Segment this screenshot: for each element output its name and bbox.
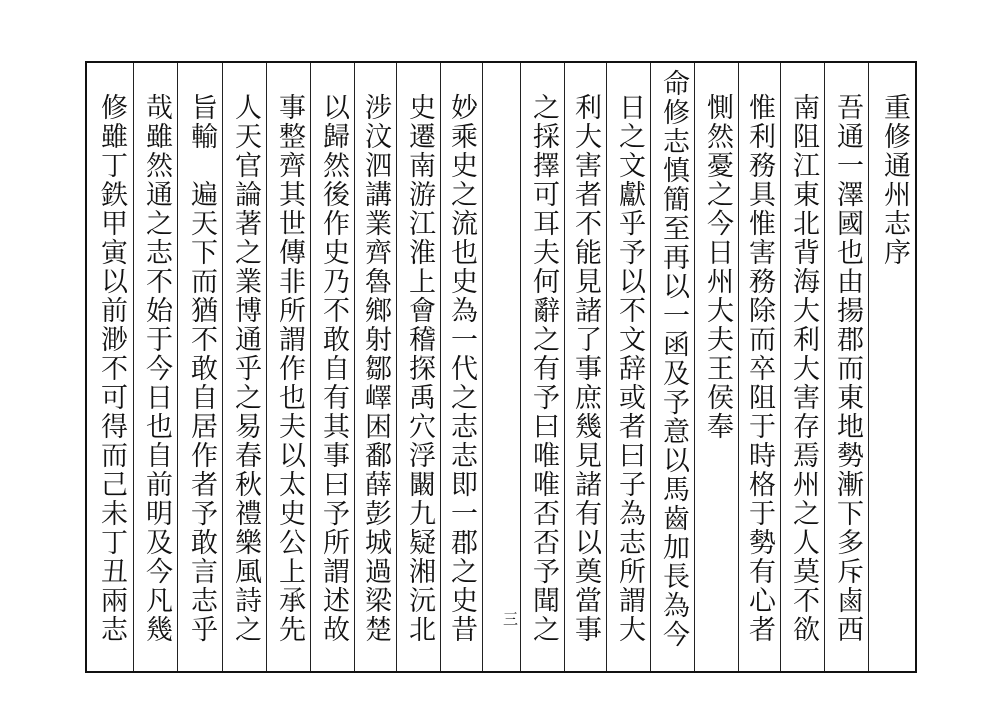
text-column [520, 63, 565, 671]
text-column [440, 63, 483, 671]
text-column [396, 63, 441, 671]
column-text: 南阻江東北背海大利大害存焉州之人莫不欲 [788, 93, 819, 644]
column-text: 惟利務具惟害務除而卒阻于時格于勢有心者 [744, 93, 775, 644]
column-text: 修雖丁鉄甲寅以前渺不可得而己未丁丑兩志 [96, 93, 127, 644]
column-text: 事整齊其世傳非所謂作也夫以太史公上承先 [274, 93, 305, 644]
text-column [738, 63, 781, 671]
column-text: 命修志慎簡至再以一函及予意以馬齒加長為今 [658, 69, 689, 649]
column-text: 哉雖然通之志不始于今日也自前明及今凡幾 [141, 93, 172, 644]
page-frame [85, 61, 917, 673]
text-column [87, 63, 133, 671]
column-text: 惻然憂之今日州大夫王侯奉 [702, 93, 733, 441]
column-text: 妙乘史之流也史為一代之志志即一郡之史昔 [446, 93, 477, 644]
text-column [177, 63, 223, 671]
text-column [606, 63, 651, 671]
title-column [868, 63, 916, 671]
column-text: 涉汶泗講業齊魯鄉射鄒嶧困鄱薛彭城過梁楚 [360, 93, 391, 644]
text-column [824, 63, 869, 671]
text-column [564, 63, 607, 671]
preface-title: 重修通州志序 [879, 93, 910, 267]
column-text: 人天官論著之業博通乎之易春秋禮樂風詩之 [230, 93, 261, 644]
column-text: 吾通一澤國也由揚郡而東地勢漸下多斥鹵西 [832, 93, 863, 644]
text-column [266, 63, 311, 671]
text-column [694, 63, 739, 671]
column-text: 史遷南游江淮上會稽探禹穴浮闞九疑湘沅北 [404, 93, 435, 644]
text-column [310, 63, 355, 671]
text-column [780, 63, 825, 671]
page-fold [482, 63, 521, 671]
text-column [354, 63, 397, 671]
text-column [650, 63, 695, 671]
column-text: 旨輸 遍天下而猶不敢自居作者予敢言志乎 [186, 93, 217, 644]
column-text: 以歸然後作史乃不敢自有其事曰予所謂述故 [318, 93, 349, 644]
column-text: 利大害者不能見諸了事庶幾見諸有以奠當事 [570, 93, 601, 644]
column-text: 之採擇可耳夫何辭之有予曰唯唯否否予聞之 [528, 93, 559, 644]
column-text: 日之文獻乎予以不文辞或者曰子為志所謂大 [614, 93, 645, 644]
page-number: 三 [501, 611, 519, 626]
text-column [133, 63, 178, 671]
text-column [222, 63, 267, 671]
